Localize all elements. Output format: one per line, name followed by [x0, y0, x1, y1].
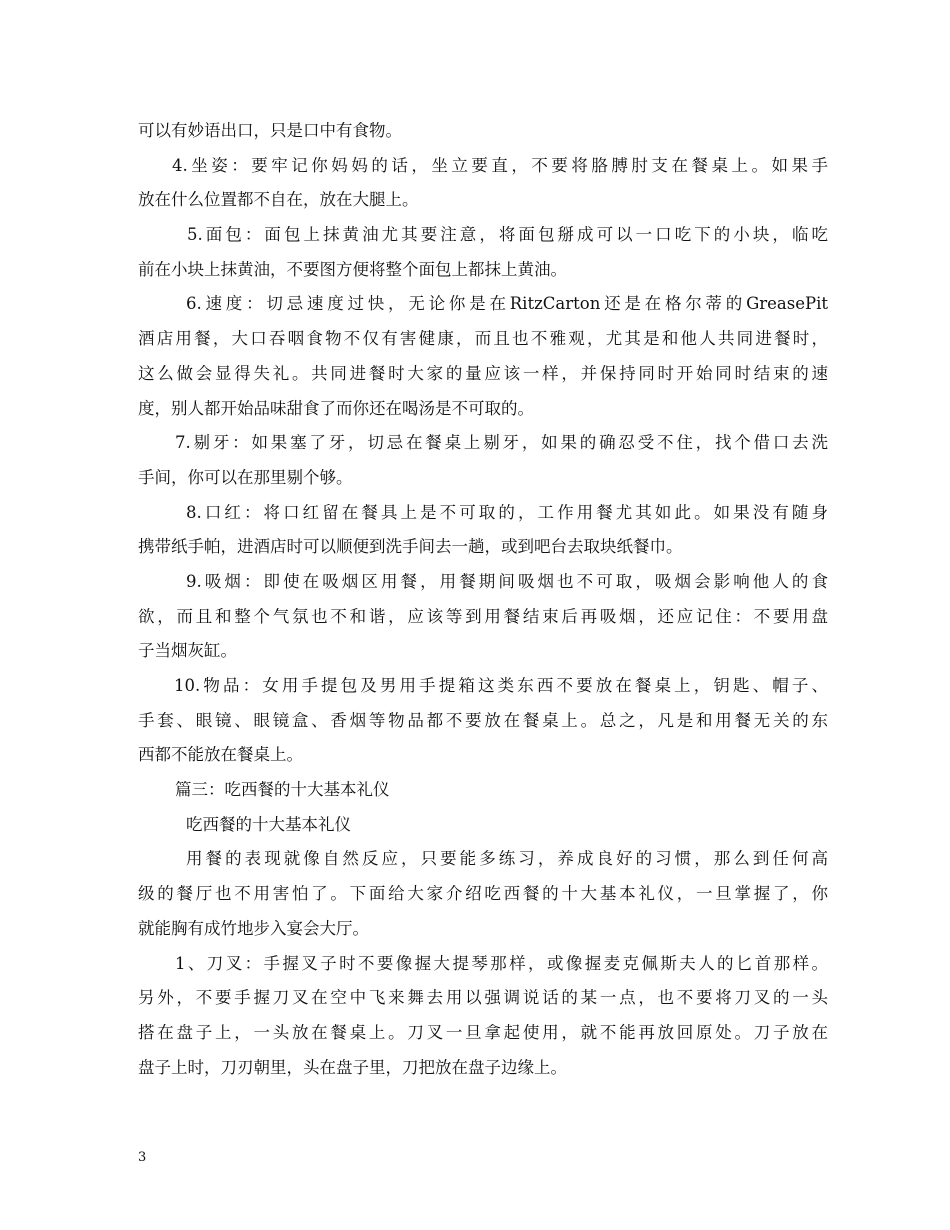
- text-line: 级的餐厅也不用害怕了。下面给大家介绍吃西餐的十大基本礼仪，一旦掌握了，你: [138, 884, 828, 904]
- text-line: 手间，你可以在那里剔个够。: [138, 467, 353, 487]
- text-line: 搭在盘子上，一头放在餐桌上。刀叉一旦拿起使用，就不能再放回原处。刀子放在: [138, 1022, 828, 1042]
- text-line: 前在小块上抹黄油，不要图方便将整个面包上都抹上黄油。: [138, 259, 567, 279]
- text-line: 另外，不要手握刀叉在空中飞来舞去用以强调说话的某一点，也不要将刀叉的一头: [138, 988, 828, 1008]
- text-line: 就能胸有成竹地步入宴会大厅。: [138, 918, 369, 938]
- text-line: 放在什么位置都不自在，放在大腿上。: [138, 190, 419, 210]
- text-line: 8.口红：将口红留在餐具上是不可取的，工作用餐尤其如此。如果没有随身: [186, 502, 828, 522]
- text-line: 吃西餐的十大基本礼仪: [186, 814, 351, 834]
- text-line: 携带纸手帕，进酒店时可以顺便到洗手间去一趟，或到吧台去取块纸餐巾。: [138, 537, 683, 557]
- text-line: 用餐的表现就像自然反应，只要能多练习，养成良好的习惯，那么到任何高: [186, 849, 828, 869]
- text-line: 酒店用餐，大口吞咽食物不仅有害健康，而且也不雅观，尤其是和他人共同进餐时，: [138, 329, 828, 349]
- text-line: 欲，而且和整个气氛也不和谐，应该等到用餐结束后再吸烟，还应记住：不要用盘: [138, 606, 828, 626]
- text-line: 4.坐姿：要牢记你妈妈的话，坐立要直，不要将胳膊肘支在餐桌上。如果手: [172, 155, 828, 175]
- text-line: 可以有妙语出口，只是口中有食物。: [138, 121, 402, 140]
- text-line: 手套、眼镜、眼镜盒、香烟等物品都不要放在餐桌上。总之，凡是和用餐无关的东: [138, 710, 828, 730]
- text-line: 子当烟灰缸。: [138, 641, 237, 661]
- text-line: 9.吸烟：即使在吸烟区用餐，用餐期间吸烟也不可取，吸烟会影响他人的食: [186, 571, 828, 591]
- text-line: 7.剔牙：如果塞了牙，切忌在餐桌上剔牙，如果的确忍受不住，找个借口去洗: [175, 433, 828, 453]
- text-line: 5.面包：面包上抹黄油尤其要注意，将面包掰成可以一口吃下的小块，临吃: [187, 225, 828, 245]
- text-line: 西都不能放在餐桌上。: [138, 745, 303, 765]
- page-number: 3: [138, 1150, 147, 1165]
- document-body: [138, 114, 828, 1085]
- text-line: 1、刀叉：手握叉子时不要像握大提琴那样，或像握麦克佩斯夫人的匕首那样。: [175, 953, 828, 973]
- text-line: 10.物品：女用手提包及男用手提箱这类东西不要放在餐桌上，钥匙、帽子、: [174, 676, 828, 695]
- text-line: 盘子上时，刀刃朝里，头在盘子里，刀把放在盘子边缘上。: [138, 1057, 567, 1077]
- text-line: 这么做会显得失礼。共同进餐时大家的量应该一样，并保持同时开始同时结束的速: [138, 363, 828, 383]
- text-line: 度，别人都开始品味甜食了而你还在喝汤是不可取的。: [138, 398, 534, 418]
- text-line: 篇三：吃西餐的十大基本礼仪: [175, 780, 390, 800]
- text-line: 6.速度：切忌速度过快，无论你是在RitzCarton还是在格尔蒂的GreasePit: [186, 294, 828, 314]
